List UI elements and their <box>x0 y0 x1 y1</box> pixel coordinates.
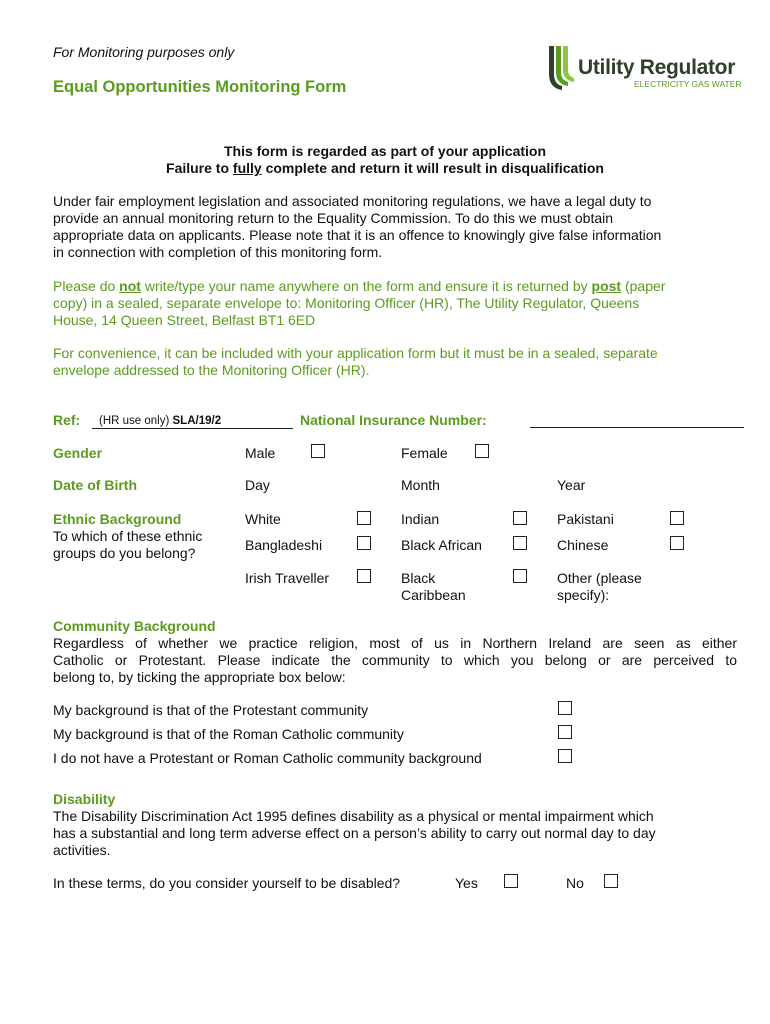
dob-month-label: Month <box>401 477 440 493</box>
ethnic-irish-traveller-checkbox[interactable] <box>357 569 371 583</box>
ethnic-chinese-label: Chinese <box>557 537 609 553</box>
dob-day-label: Day <box>245 477 270 493</box>
ref-label: Ref: <box>53 412 81 428</box>
community-text-line2: Catholic or Protestant. Please indicate the community to which you belong or are perceived to <box>53 652 737 668</box>
ethnic-question: To which of these ethnic groups do you belong? <box>53 528 203 561</box>
gender-male-checkbox[interactable] <box>311 444 325 458</box>
return-instructions-paragraph: Please do not write/type your name anywhere on the form and ensure it is returned by post (paper copy) in a sealed, separate envelope to: Monitoring Officer (HR), The Utility Regulator, Queens House, 14 Queen Street, Belfast BT1 6ED <box>53 278 666 328</box>
ethnic-black-caribbean-checkbox[interactable] <box>513 569 527 583</box>
community-neither-checkbox[interactable] <box>558 749 572 763</box>
ni-number-label: National Insurance Number: <box>300 412 487 428</box>
ethnic-chinese-checkbox[interactable] <box>670 536 684 550</box>
ethnic-indian-checkbox[interactable] <box>513 511 527 525</box>
convenience-paragraph: For convenience, it can be included with your application form but it must be in a sealed, separate envelope addressed to the Monitoring Officer (HR). <box>53 345 658 378</box>
logo-name: Utility Regulator <box>578 56 736 79</box>
community-text-line3: belong to, by ticking the appropriate box below: <box>53 669 346 685</box>
disability-question: In these terms, do you consider yourself to be disabled? <box>53 875 401 891</box>
community-protestant-checkbox[interactable] <box>558 701 572 715</box>
form-title: Equal Opportunities Monitoring Form <box>53 78 347 96</box>
disability-no-checkbox[interactable] <box>604 874 618 888</box>
ethnic-bangladeshi-label: Bangladeshi <box>245 537 323 553</box>
gender-female-checkbox[interactable] <box>475 444 489 458</box>
gender-male-label: Male <box>245 445 276 461</box>
dob-year-label: Year <box>557 477 586 493</box>
community-text-line1: Regardless of whether we practice religion, most of us in Northern Ireland are seen as either <box>53 635 737 651</box>
community-neither-label: I do not have a Protestant or Roman Catholic community background <box>53 750 482 766</box>
community-catholic-label: My background is that of the Roman Catholic community <box>53 726 404 742</box>
disability-text: The Disability Discrimination Act 1995 defines disability as a physical or mental impairment which has a substantial and long term adverse effect on a person’s ability to carry out normal day to day activities. <box>53 808 656 858</box>
legal-duty-paragraph: Under fair employment legislation and associated monitoring regulations, we have a legal duty to provide an annual monitoring return to the Equality Commission. To do this we must obtain appropriate data on applicants. Please note that it is an offence to knowingly give false information in connection with completion of this monitoring form. <box>53 193 662 260</box>
ref-field: (HR use only) SLA/19/2 <box>99 415 222 427</box>
ethnic-white-label: White <box>245 511 281 527</box>
ref-underline <box>92 428 293 429</box>
gender-label: Gender <box>53 445 103 461</box>
ethnic-white-checkbox[interactable] <box>357 511 371 525</box>
ni-number-field[interactable] <box>530 427 744 428</box>
monitoring-note: For Monitoring purposes only <box>53 44 235 60</box>
community-protestant-label: My background is that of the Protestant community <box>53 702 369 718</box>
ethnic-pakistani-checkbox[interactable] <box>670 511 684 525</box>
ethnic-black-african-label: Black African <box>401 537 482 553</box>
ethnic-background-label: Ethnic Background <box>53 511 182 527</box>
disability-yes-label: Yes <box>455 875 478 891</box>
ethnic-black-african-checkbox[interactable] <box>513 536 527 550</box>
ethnic-indian-label: Indian <box>401 511 440 527</box>
utility-regulator-logo-icon <box>546 44 576 90</box>
disqualification-notice: Failure to fully complete and return it will result in disqualification <box>166 160 604 176</box>
disability-heading: Disability <box>53 791 116 807</box>
ethnic-other-label: Other (please specify): <box>557 570 642 603</box>
application-notice: This form is regarded as part of your application <box>223 143 547 159</box>
ethnic-black-caribbean-label: Black Caribbean <box>401 570 466 603</box>
disability-yes-checkbox[interactable] <box>504 874 518 888</box>
logo <box>546 44 746 90</box>
dob-label: Date of Birth <box>53 477 137 493</box>
ethnic-bangladeshi-checkbox[interactable] <box>357 536 371 550</box>
logo-tagline: ELECTRICITY GAS WATER <box>634 79 742 89</box>
ethnic-irish-traveller-label: Irish Traveller <box>245 570 330 586</box>
gender-female-label: Female <box>401 445 448 461</box>
community-catholic-checkbox[interactable] <box>558 725 572 739</box>
community-background-heading: Community Background <box>53 618 216 634</box>
disability-no-label: No <box>566 875 584 891</box>
ethnic-pakistani-label: Pakistani <box>557 511 614 527</box>
